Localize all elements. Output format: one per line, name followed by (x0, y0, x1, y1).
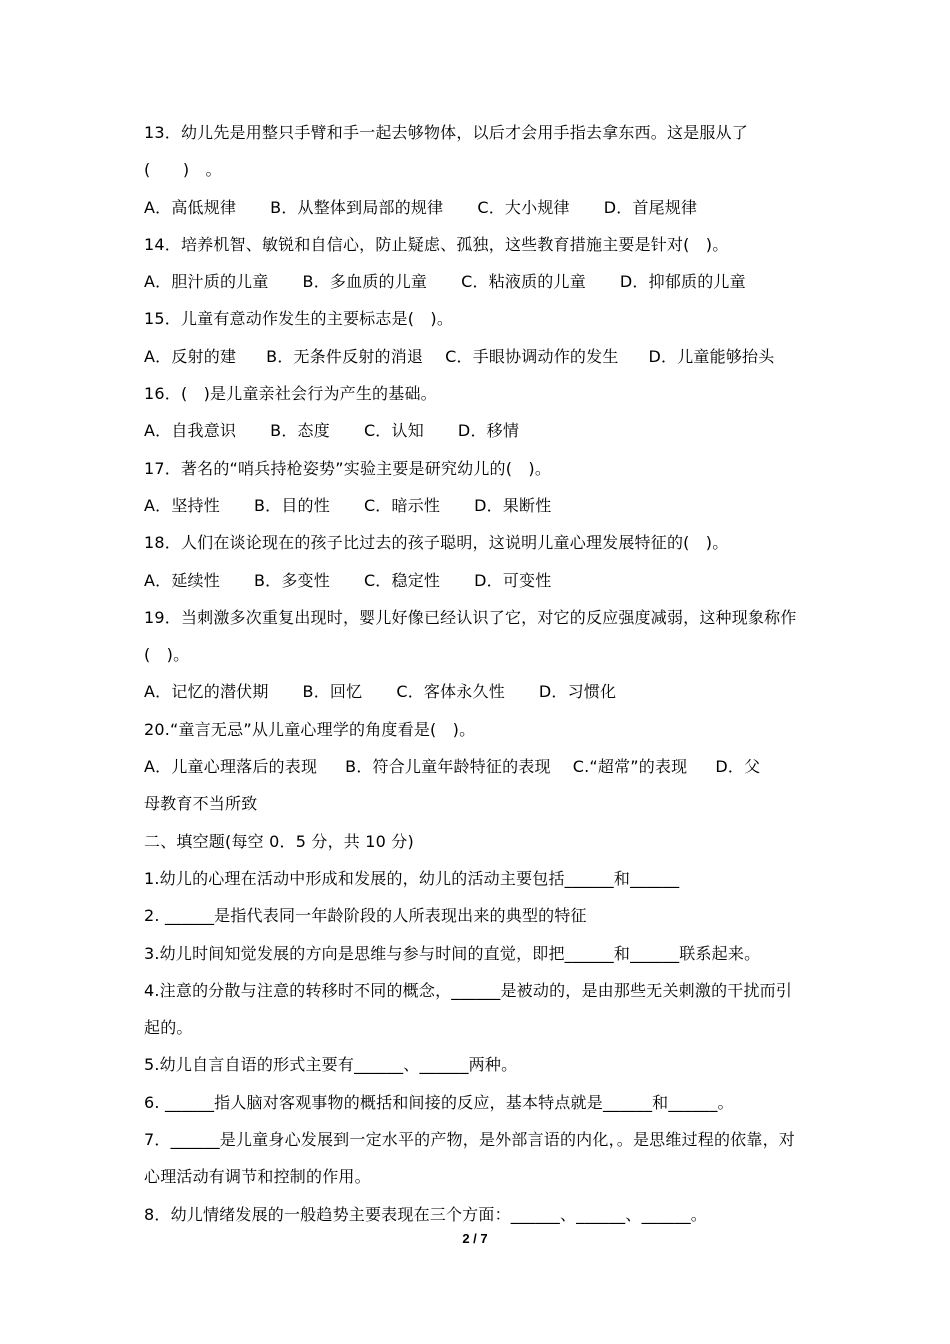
option-a: A．胆汁质的儿童 (144, 272, 269, 292)
fill-question-3: 3.幼儿时间知觉发展的方向是思维与参与时间的直觉，即把______和______联系起来。 (144, 943, 761, 963)
option-d: D．果断性 (474, 495, 552, 515)
option-a: A．坚持性 (144, 495, 220, 515)
question-19-stem: 19．当刺激多次重复出现时，婴儿好像已经认识了它，对它的反应强度减弱，这种现象称作 (144, 607, 797, 627)
option-b: B．目的性 (253, 495, 330, 515)
question-17-stem: 17．著名的“哨兵持枪姿势”实验主要是研究幼儿的( )。 (144, 458, 552, 478)
option-c: C．手眼协调动作的发生 (445, 346, 619, 366)
question-15-stem: 15．儿童有意动作发生的主要标志是( )。 (144, 309, 454, 329)
question-14-stem: 14．培养机智、敏锐和自信心，防止疑虑、孤独，这些教育措施主要是针对( )。 (144, 234, 729, 254)
option-c: C．客体永久性 (396, 682, 505, 702)
option-b: B．多变性 (253, 570, 330, 590)
question-20-stem: 20.“童言无忌”从儿童心理学的角度看是( )。 (144, 719, 476, 739)
option-c: C.“超常”的表现 (572, 757, 688, 777)
fill-question-6: 6. ______指人脑对客观事物的概括和间接的反应，基本特点就是______和______。 (144, 1092, 734, 1112)
fill-question-1: 1.幼儿的心理在活动中形成和发展的，幼儿的活动主要包括______和______ (144, 868, 680, 888)
page-number: 2 / 7 (462, 1231, 488, 1246)
option-a: A．延续性 (144, 570, 220, 590)
option-b: B．无条件反射的消退 (266, 346, 424, 366)
option-b: B．回忆 (302, 682, 363, 702)
option-d: D．儿童能够抬头 (648, 346, 775, 366)
option-d: D．习惯化 (538, 682, 617, 702)
question-20-options (144, 748, 810, 785)
option-a: A．儿童心理落后的表现 (144, 757, 318, 777)
fill-question-4: 4.注意的分散与注意的转移时不同的概念，______是被动的，是由那些无关刺激的干扰而引 (144, 980, 793, 1000)
option-a: A．记忆的潜伏期 (144, 682, 269, 702)
fill-question-8: 8．幼儿情绪发展的一般趋势主要表现在三个方面：______、______、______。 (144, 1204, 707, 1224)
question-13-stem: 13．幼儿先是用整只手臂和手一起去够物体，以后才会用手指去拿东西。这是服从了 (144, 123, 748, 142)
option-d: D．抑郁质的儿童 (619, 272, 746, 292)
question-13-stem-cont: ( ) 。 (144, 160, 222, 180)
option-a: A．自我意识 (144, 421, 237, 441)
question-14-options (144, 263, 810, 300)
question-16-options (144, 412, 810, 449)
option-a: A．高低规律 (144, 197, 237, 217)
option-a: A．反射的建 (144, 346, 237, 366)
exam-content (144, 114, 810, 1233)
question-15-options (144, 338, 810, 375)
question-17-options (144, 487, 810, 524)
option-c: C．稳定性 (363, 570, 441, 590)
option-b: B．从整体到局部的规律 (270, 197, 444, 217)
question-19-options (144, 673, 810, 710)
question-18-options (144, 562, 810, 599)
option-d: D．首尾规律 (603, 197, 698, 217)
fill-question-5: 5.幼儿自言自语的形式主要有______、______两种。 (144, 1055, 518, 1075)
option-c: C．大小规律 (477, 197, 570, 217)
question-20-option-d-cont: 母教育不当所致 (144, 794, 258, 814)
question-13-options (144, 189, 810, 226)
fill-question-7-cont: 心理活动有调节和控制的作用。 (144, 1167, 371, 1187)
option-b: B．多血质的儿童 (302, 272, 428, 292)
fill-question-7: 7．______是儿童身心发展到一定水平的产物，是外部言语的内化，。是思维过程的依靠，对 (144, 1130, 795, 1150)
question-18-stem: 18．人们在谈论现在的孩子比过去的孩子聪明，这说明儿童心理发展特征的( )。 (144, 533, 729, 553)
option-b: B．符合儿童年龄特征的表现 (345, 757, 551, 777)
fill-question-2: 2. ______是指代表同一年龄阶段的人所表现出来的典型的特征 (144, 906, 587, 926)
option-d: D．移情 (457, 421, 520, 441)
option-d: D．可变性 (474, 570, 552, 590)
section-heading-fill-in: 二、填空题(每空 0．5 分，共 10 分) (144, 831, 414, 851)
question-16-stem: 16．( )是儿童亲社会行为产生的基础。 (144, 384, 437, 404)
option-b: B．态度 (270, 421, 330, 441)
option-c: C．认知 (363, 421, 424, 441)
option-d: D．父 (715, 757, 761, 777)
question-19-stem-cont: ( )。 (144, 645, 190, 665)
option-c: C．暗示性 (363, 495, 441, 515)
option-c: C．粘液质的儿童 (461, 272, 586, 292)
fill-question-4-cont: 起的。 (144, 1018, 193, 1038)
